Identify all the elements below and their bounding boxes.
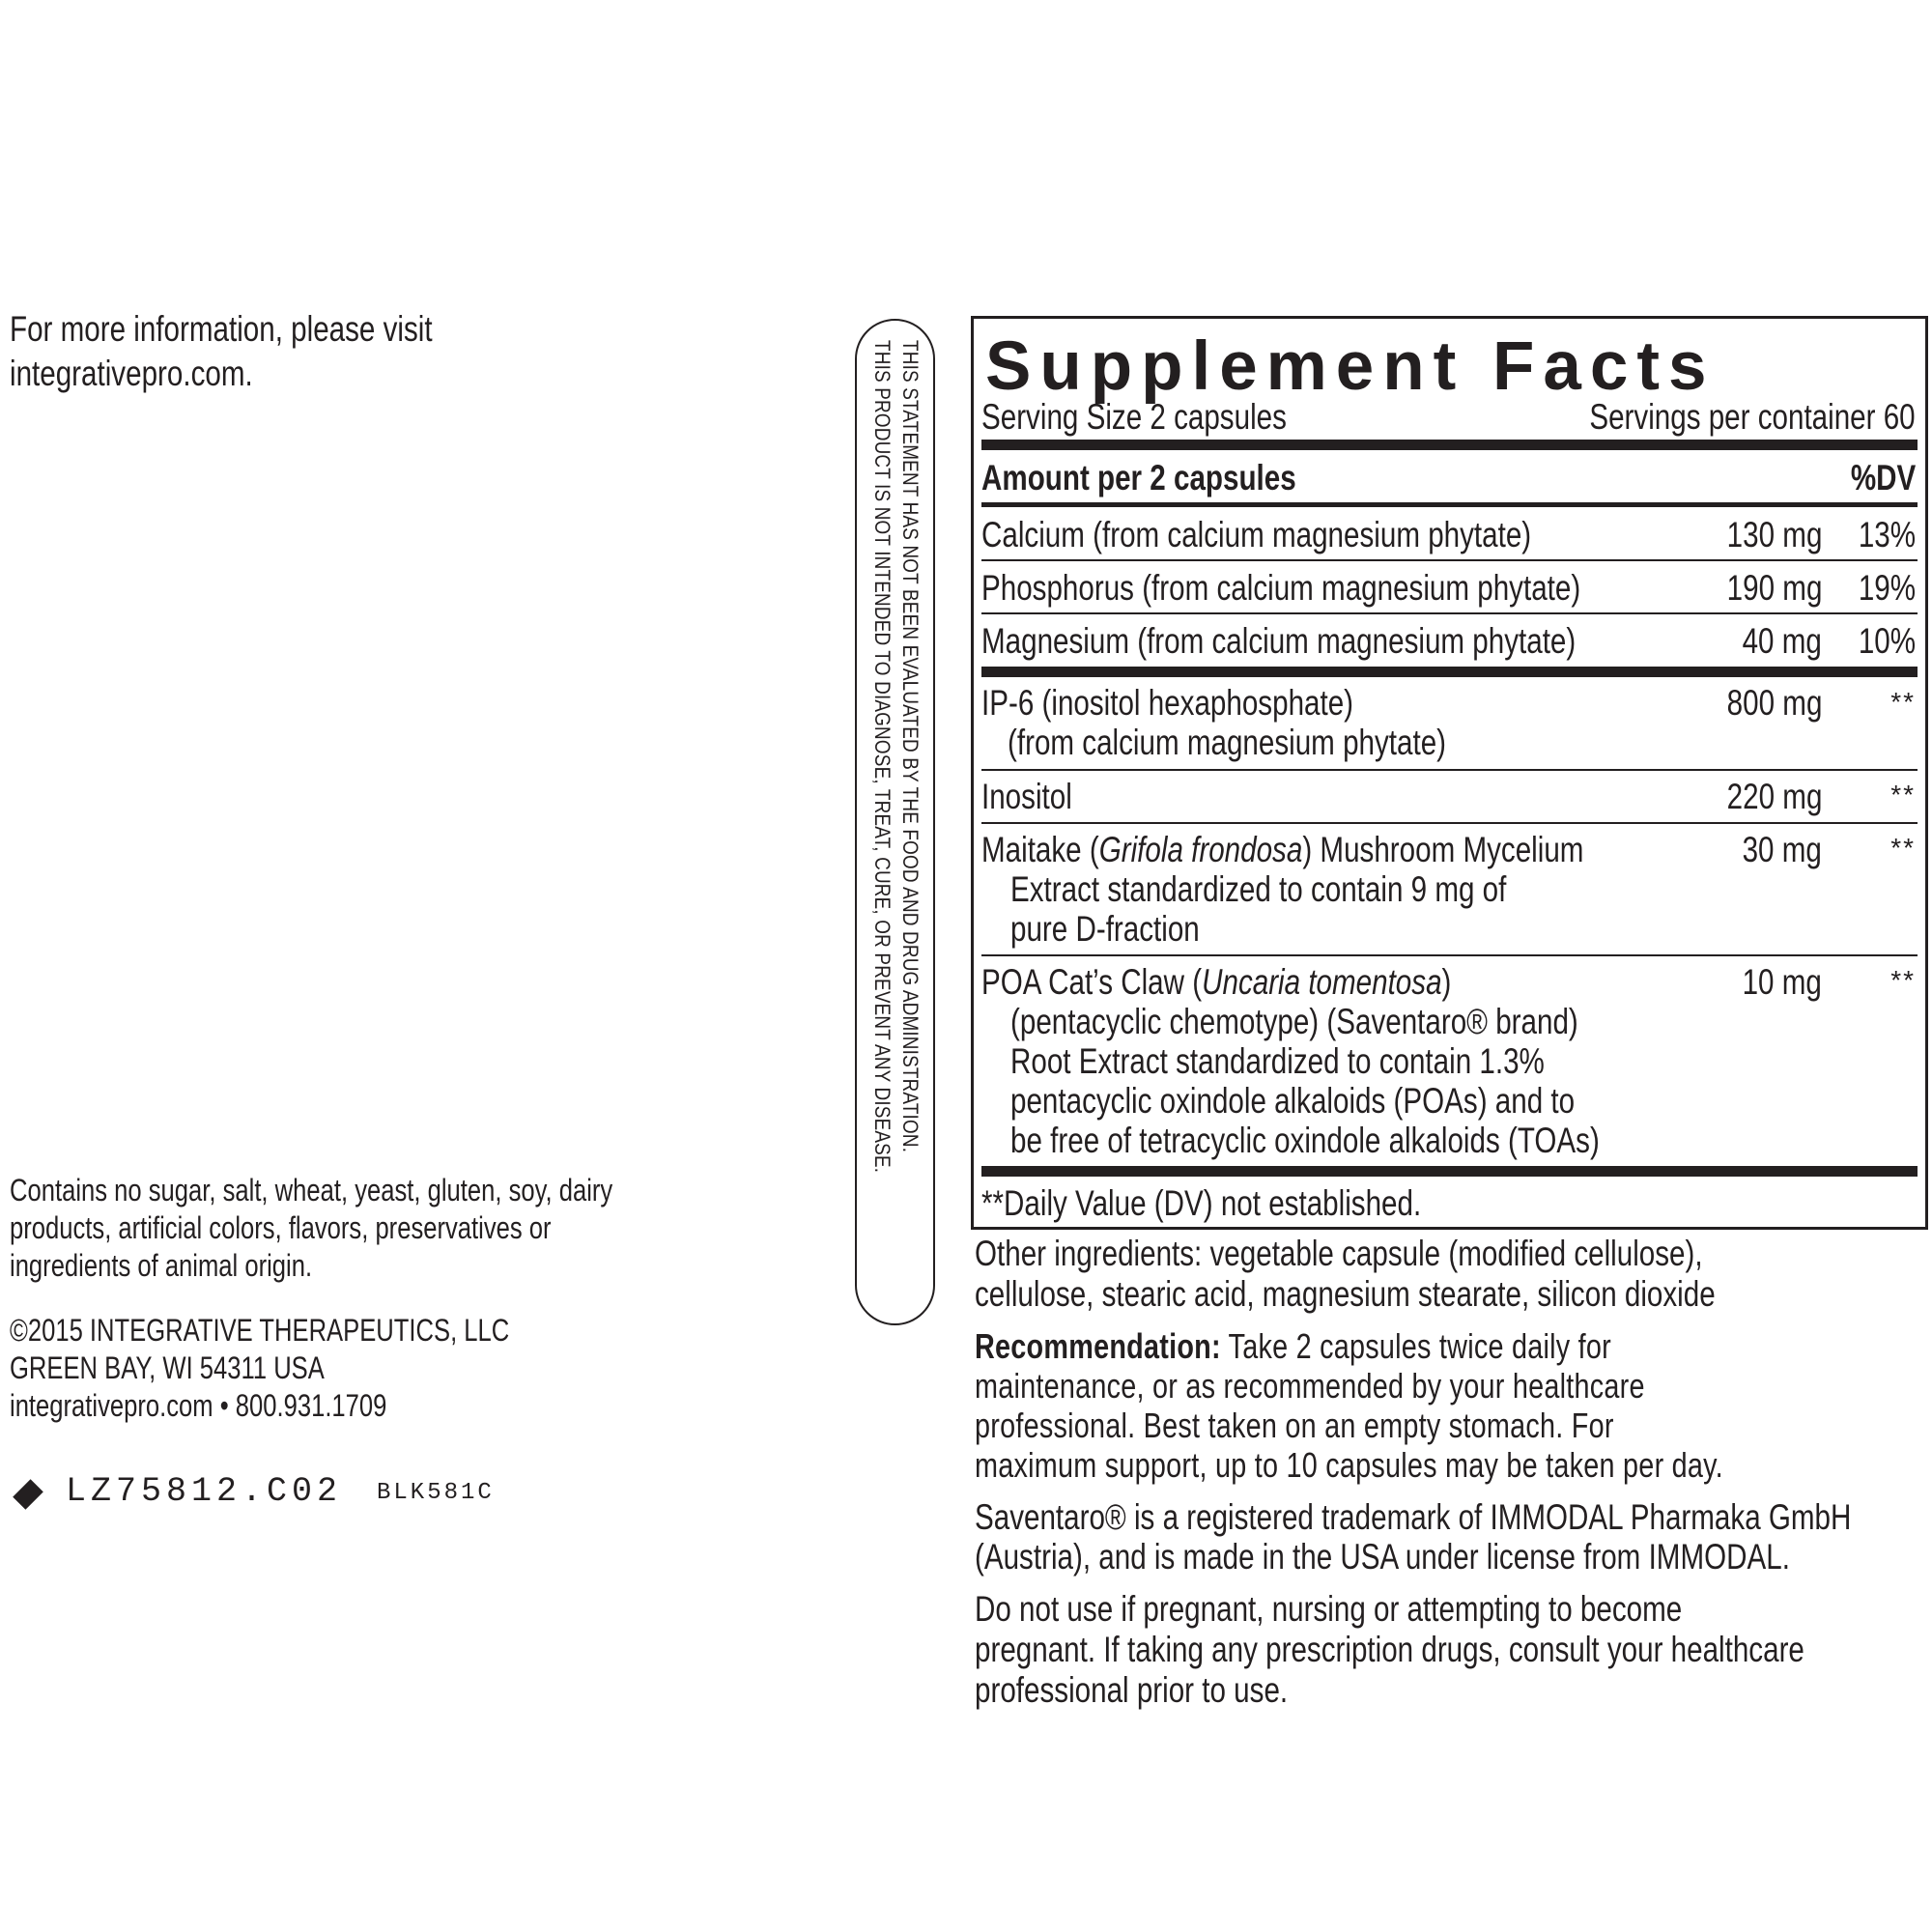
trademark-notice <box>975 1497 1932 1577</box>
ingredient-amount: 10 mg <box>1742 962 1822 1002</box>
dv-header: %DV <box>1850 458 1916 497</box>
recommendation-line: maximum support, up to 10 capsules may be taken per day. <box>975 1445 1723 1485</box>
allergen-line: Contains no sugar, salt, wheat, yeast, gluten, soy, dairy <box>10 1173 613 1208</box>
thick-rule <box>981 440 1918 450</box>
facts-title: Supplement Facts <box>985 328 1716 405</box>
nutrient-dv: 13% <box>1858 515 1916 554</box>
fda-disclaimer-line: THIS PRODUCT IS NOT INTENDED TO DIAGNOSE, TREAT, CURE, OR PREVENT ANY DISEASE. <box>870 340 895 1174</box>
nutrient-name: Phosphorus (from calcium magnesium phytate) <box>981 568 1581 608</box>
thin-rule <box>981 822 1918 824</box>
amount-header: Amount per 2 capsules <box>981 458 1296 497</box>
company-info <box>10 1312 635 1425</box>
ingredient-amount: 220 mg <box>1726 777 1822 816</box>
ingredient-name-post: ) <box>1441 962 1452 1002</box>
thick-rule <box>981 1166 1918 1177</box>
medium-rule <box>981 502 1918 507</box>
ingredient-amount: 800 mg <box>1726 683 1822 723</box>
nutrient-name: Magnesium (from calcium magnesium phytate) <box>981 621 1577 661</box>
nutrient-amount: 130 mg <box>1726 515 1822 554</box>
ingredient-name <box>981 830 1583 869</box>
thin-rule <box>981 612 1918 614</box>
ingredient-dv: ** <box>1890 965 1916 995</box>
thin-rule <box>981 769 1918 771</box>
contact-line: integrativepro.com • 800.931.1709 <box>10 1388 387 1423</box>
ingredient-detail: pure D-fraction <box>1010 909 1200 949</box>
nutrient-dv: 10% <box>1858 621 1916 661</box>
ingredient-name-post: ) Mushroom Mycelium <box>1302 830 1584 869</box>
servings-per-container: Servings per container 60 <box>1589 397 1916 437</box>
allergen-line: ingredients of animal origin. <box>10 1248 313 1283</box>
warning-line: Do not use if pregnant, nursing or attempting to become <box>975 1589 1683 1629</box>
warning-line: professional prior to use. <box>975 1670 1289 1710</box>
trademark-line: Saventaro® is a registered trademark of IMMODAL Pharmaka GmbH <box>975 1497 1852 1537</box>
nutrient-amount: 40 mg <box>1742 621 1822 661</box>
more-info-text <box>10 307 538 396</box>
allergen-line: products, artificial colors, flavors, preservatives or <box>10 1210 552 1245</box>
allergen-statement <box>10 1172 763 1285</box>
ingredient-latin-name: Uncaria tomentosa <box>1202 962 1442 1002</box>
other-ingredients-line: cellulose, stearic acid, magnesium stearate, silicon dioxide <box>975 1274 1716 1314</box>
other-ingredients <box>975 1234 1900 1315</box>
nutrient-amount: 190 mg <box>1726 568 1822 608</box>
copyright-line: ©2015 INTEGRATIVE THERAPEUTICS, LLC <box>10 1313 510 1348</box>
ingredient-name: Inositol <box>981 777 1072 816</box>
warning-line: pregnant. If taking any prescription drugs, consult your healthcare <box>975 1630 1804 1669</box>
diamond-icon <box>13 1479 43 1510</box>
fda-disclaimer-box <box>855 319 935 1325</box>
ingredient-detail: be free of tetracyclic oxindole alkaloids (TOAs) <box>1010 1121 1600 1160</box>
ingredient-name-pre: Maitake ( <box>981 830 1099 869</box>
recommendation-line: maintenance, or as recommended by your healthcare <box>975 1366 1645 1406</box>
recommendation-line: Take 2 capsules twice daily for <box>1220 1326 1611 1366</box>
trademark-line: (Austria), and is made in the USA under license from IMMODAL. <box>975 1537 1790 1577</box>
ingredient-dv: ** <box>1890 833 1916 863</box>
nutrient-dv: 19% <box>1858 568 1916 608</box>
thick-rule <box>981 667 1918 677</box>
ingredient-name <box>981 962 1451 1002</box>
ingredient-detail: Root Extract standardized to contain 1.3% <box>1010 1041 1545 1081</box>
recommendation <box>975 1326 1911 1485</box>
thin-rule <box>981 559 1918 561</box>
ingredient-detail: (pentacyclic chemotype) (Saventaro® brand) <box>1010 1002 1578 1041</box>
address-line: GREEN BAY, WI 54311 USA <box>10 1350 325 1385</box>
recommendation-label: Recommendation: <box>975 1326 1221 1366</box>
dv-footnote: **Daily Value (DV) not established. <box>981 1183 1422 1223</box>
color-code: BLK581C <box>377 1480 495 1506</box>
more-info-url: integrativepro.com. <box>10 354 253 393</box>
fda-disclaimer-line: THIS STATEMENT HAS NOT BEEN EVALUATED BY THE FOOD AND DRUG ADMINISTRATION. <box>898 340 923 1153</box>
serving-size: Serving Size 2 capsules <box>981 397 1287 437</box>
ingredient-name-pre: POA Cat’s Claw ( <box>981 962 1203 1002</box>
ingredient-detail: pentacyclic oxindole alkaloids (POAs) and to <box>1010 1081 1576 1121</box>
ingredient-dv: ** <box>1890 687 1916 717</box>
other-ingredients-line: Other ingredients: vegetable capsule (modified cellulose), <box>975 1234 1703 1273</box>
supplement-facts-panel <box>971 316 1928 1230</box>
ingredient-dv: ** <box>1890 780 1916 810</box>
ingredient-name: IP-6 (inositol hexaphosphate) <box>981 683 1354 723</box>
lot-code: LZ75812.C02 <box>66 1472 343 1511</box>
nutrient-name: Calcium (from calcium magnesium phytate) <box>981 515 1532 554</box>
ingredient-latin-name: Grifola frondosa <box>1098 830 1303 869</box>
more-info-line: For more information, please visit <box>10 309 433 349</box>
warning-notice <box>975 1589 1932 1711</box>
thin-rule <box>981 954 1918 956</box>
ingredient-detail: Extract standardized to contain 9 mg of <box>1010 869 1507 909</box>
ingredient-detail: (from calcium magnesium phytate) <box>1008 723 1447 762</box>
recommendation-line: professional. Best taken on an empty stomach. For <box>975 1406 1614 1445</box>
ingredient-amount: 30 mg <box>1742 830 1822 869</box>
